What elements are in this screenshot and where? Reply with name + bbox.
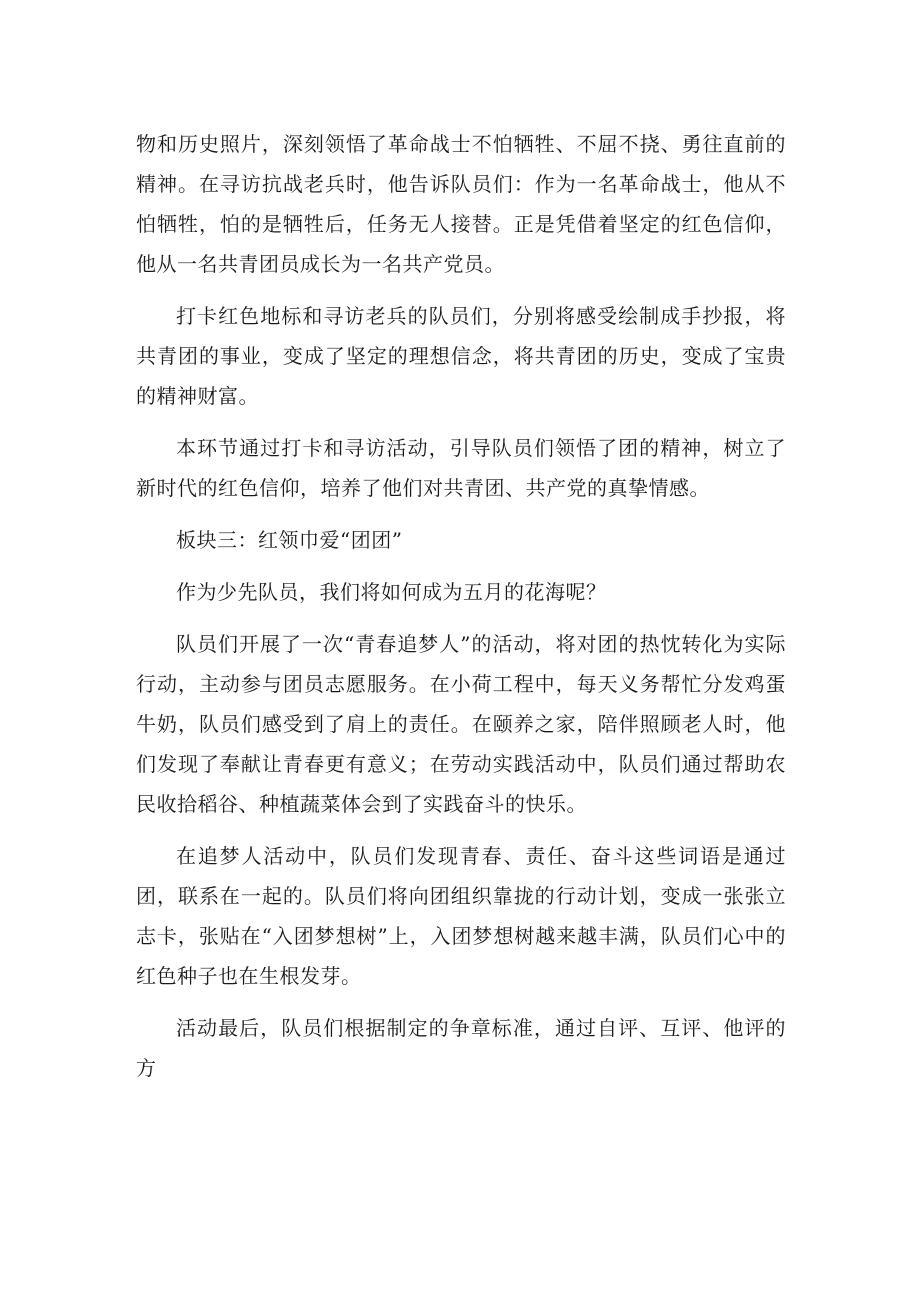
paragraph-activities: 队员们开展了一次“青春追梦人”的活动，将对团的热忱转化为实际行动，主动参与团员志愿服务。在小荷工程中，每天义务帮忙分发鸡蛋牛奶，队员们感受到了肩上的责任。在颐养之家，陪伴照顾老人时，他们发现了奉献让青春更有意义；在劳动实践活动中，队员们通过帮助农民收拾稻谷、种植蔬菜体会到了实践奋斗的快乐。: [136, 632, 786, 816]
paragraph-1: 物和历史照片，深刻领悟了革命战士不怕牺牲、不屈不挠、勇往直前的精神。在寻访抗战老兵时，他告诉队员们：作为一名革命战士，他从不怕牺牲，怕的是牺牲后，任务无人接替。正是凭借着坚定的红色信仰，他从一名共青团员成长为一名共产党员。: [136, 132, 786, 276]
paragraph-question: 作为少先队员，我们将如何成为五月的花海呢？: [176, 580, 607, 604]
paragraph-final: 活动最后，队员们根据制定的争章标准，通过自评、互评、他评的方: [136, 1016, 786, 1080]
section-heading: 板块三：红领巾爱“团团”: [176, 528, 403, 552]
paragraph-3: 本环节通过打卡和寻访活动，引导队员们领悟了团的精神，树立了新时代的红色信仰，培养了他们对共青团、共产党的真挚情感。: [136, 436, 786, 500]
document-body: [136, 124, 786, 1100]
paragraph-2: 打卡红色地标和寻访老兵的队员们，分别将感受绘制成手抄报，将共青团的事业，变成了坚定的理想信念，将共青团的历史，变成了宝贵的精神财富。: [136, 304, 786, 408]
paragraph-dream-tree: 在追梦人活动中，队员们发现青春、责任、奋斗这些词语是通过团，联系在一起的。队员们将向团组织靠拢的行动计划，变成一张张立志卡，张贴在“入团梦想树”上，入团梦想树越来越丰满，队员们心中的红色种子也在生根发芽。: [136, 844, 786, 988]
